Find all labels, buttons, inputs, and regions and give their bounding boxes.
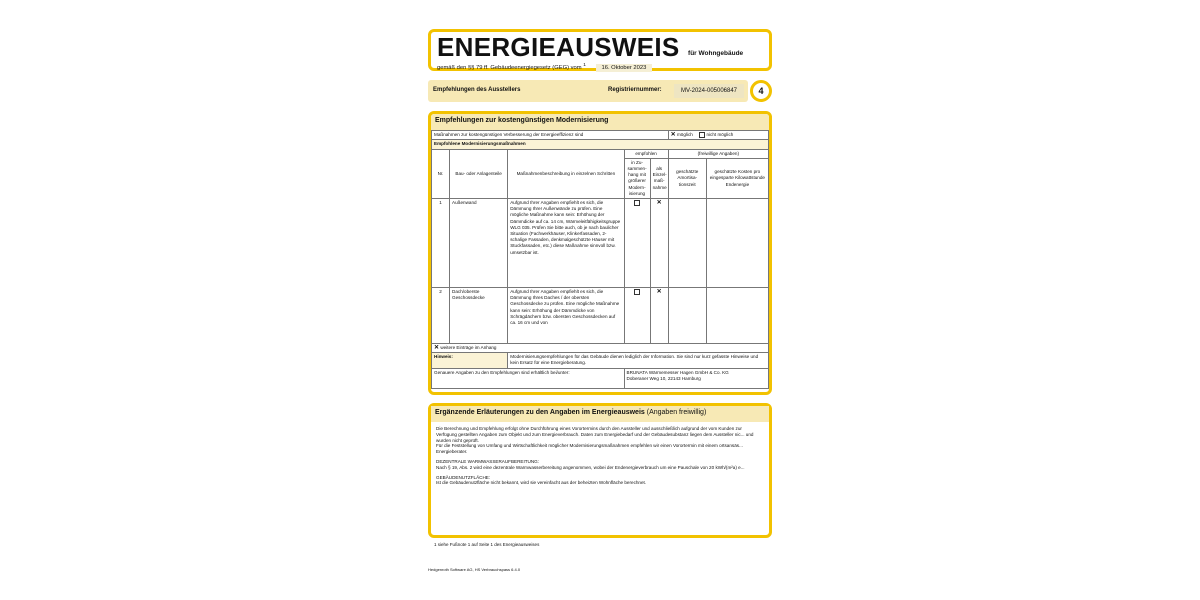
document-page: [420, 22, 780, 582]
col-desc: Maßnahmenbeschreibung in einzelnen Schritten: [508, 149, 624, 198]
row-desc: Aufgrund Ihrer Angaben empfiehlt es sich, die Dämmung Ihrer Außenwände zu prüfen. Eine mögliche Maßnahme kann sein: Erhöhung der Dämmdicke auf ca. 14 cm, Wärmeleitfähigkeitsgruppe WLG 035. Prüfen Sie bitte auch, ob je nach baulicher Situation (Fachwerkhäuser, Klinkerfassaden, 2-schalige Fassaden, denkmalgeschützte Häuser mit Stuckfassaden, etc.) diese Maßnahme sinnvoll bzw. umsetzbar ist.: [508, 199, 624, 288]
additional-para-3: Nach § 19, Abs. 2 wird eine dezentrale Warmwasserbereitung angenommen, wobei der Endenergieverbrauch um eine Pauschale von 20 kWh/(m²a) e...: [436, 464, 745, 470]
additional-para-2: Für die Feststellung von Umfang und Wirtschaftlichkeit möglicher Modernisierungsmaßnahmen empfehlen wir einen Vorortermin mit einem ortsansäs... Energieberater.: [436, 443, 743, 455]
issuer-recommendations-label: Empfehlungen des Ausstellers: [433, 87, 521, 93]
row-nr: 1: [432, 199, 450, 288]
additional-para-1: Die Berechnung und Empfehlung erfolgt ohne Durchführung eines Vorortermins durch den Aussteller und ausschließlich aufgrund der vom Kunden zur Verfügung gestellten Angaben zum Objekt und zum Energieverbrauch. Daten zum Energiebedarf und der Gebäudesubstanz liegen dem Aussteller nic... und wurden nicht geprüft.: [436, 426, 754, 443]
col-single: als Einzel-maß-nahme: [650, 158, 668, 198]
hint-label: Hinweis:: [432, 353, 508, 368]
more-entries: ✕ weitere Einträge im Anhang: [432, 344, 769, 353]
recommendations-title: Empfehlungen zur kostengünstigen Modernisierung: [431, 114, 769, 130]
additional-heading-4: GEBÄUDENUTZFLÄCHE:: [436, 474, 491, 480]
col-nr: Nr.: [432, 149, 450, 198]
checked-x-icon[interactable]: ✕: [434, 345, 440, 352]
col-cost: geschätzte Kosten pro eingesparte Kilowattstunde Endenergie: [706, 158, 768, 198]
unchecked-box-icon[interactable]: [634, 289, 640, 295]
registration-label: Registriernummer:: [608, 87, 662, 93]
header-box: [428, 29, 772, 71]
row-nr: 2: [432, 288, 450, 344]
additional-para-4: Ist die Gebäudenutzfläche nicht bekannt, wird sie vereinfacht aus der beheizten Wohnfläche berechnet.: [436, 480, 647, 486]
col-recommended: empfohlen: [624, 149, 668, 158]
additional-heading-3: DEZENTRALE WARMWASSERAUFBEREITUNG:: [436, 458, 540, 464]
unchecked-box-icon[interactable]: [699, 132, 705, 138]
issuer-bar: [428, 80, 748, 102]
recommendations-table: [431, 130, 769, 389]
hint-text: Modernisierungsempfehlungen für das Gebäude dienen lediglich der Information. Sie sind nur kurz gefasste Hinweise und kein Ersatz für eine Energieberatung.: [508, 353, 769, 368]
col-part: Bau- oder Anlagenteile: [450, 149, 508, 198]
section-label: Empfohlene Modernisierungsmaßnahmen: [432, 140, 769, 149]
additional-info-box: [428, 403, 772, 538]
possible-question: Maßnahmen zur kostengünstigen Verbesserung der Energieeffizienz sind: [432, 131, 669, 140]
col-amortization: geschätzte Amortisa-tionszeit: [668, 158, 706, 198]
row-cost: [706, 199, 768, 288]
contact-address: Doberaner Weg 10, 22143 Hamburg: [626, 375, 701, 381]
table-row: [432, 199, 769, 288]
row-part: Außenwand: [450, 199, 508, 288]
possible-options: ✕ möglich nicht möglich: [668, 131, 768, 140]
document-subtitle: für Wohngebäude: [688, 50, 744, 57]
checked-x-icon[interactable]: ✕: [656, 200, 662, 207]
additional-body: [431, 422, 769, 494]
table-row: [432, 288, 769, 344]
law-date: 16. Oktober 2023: [596, 64, 653, 72]
row-desc: Aufgrund Ihrer Angaben empfiehlt es sich, die Dämmung Ihres Daches / der obersten Geschossdecke zu prüfen. Eine mögliche Maßnahme kann sein: Erhöhung der Dämmdicke von Schrägdächern bzw. obersten Geschossdecken auf ca. 16 cm und von: [508, 288, 624, 344]
document-title: ENERGIEAUSWEIS: [437, 32, 680, 62]
recommendations-box: [428, 111, 772, 395]
row-amortization: [668, 288, 706, 344]
page-number: 4: [750, 80, 772, 102]
contact-info: [624, 368, 768, 388]
row-cost: [706, 288, 768, 344]
additional-title: Ergänzende Erläuterungen zu den Angaben im Energieausweis (Angaben freiwillig): [431, 406, 769, 422]
checked-x-icon[interactable]: ✕: [670, 132, 676, 139]
col-optional: (freiwillige Angaben): [668, 149, 768, 158]
checked-x-icon[interactable]: ✕: [656, 289, 662, 296]
software-credit: Hedgenroth Software AG, HS Verbrauchspass 6.4.0: [428, 567, 521, 572]
law-reference: gemäß den §§ 79 ff. Gebäudeenergiegesetz (GEG) vom $^1$ 16. Oktober 2023: [437, 63, 763, 72]
unchecked-box-icon[interactable]: [634, 200, 640, 206]
contact-label: Genauere Angaben zu den Empfehlungen sind erhältlich bei/unter:: [432, 368, 625, 388]
row-part: Dach/oberste Geschossdecke: [450, 288, 508, 344]
footnote: 1 siehe Fußnote 1 auf Seite 1 des Energieausweises: [434, 542, 540, 547]
contact-name: BRUNATA Wärmemesser Hagen GmbH & Co. KG: [626, 369, 729, 375]
registration-number: MV-2024-005006847: [674, 84, 744, 98]
col-in-context: in Zu-sammen-hang mit größerer Modern-isierung: [624, 158, 650, 198]
row-amortization: [668, 199, 706, 288]
